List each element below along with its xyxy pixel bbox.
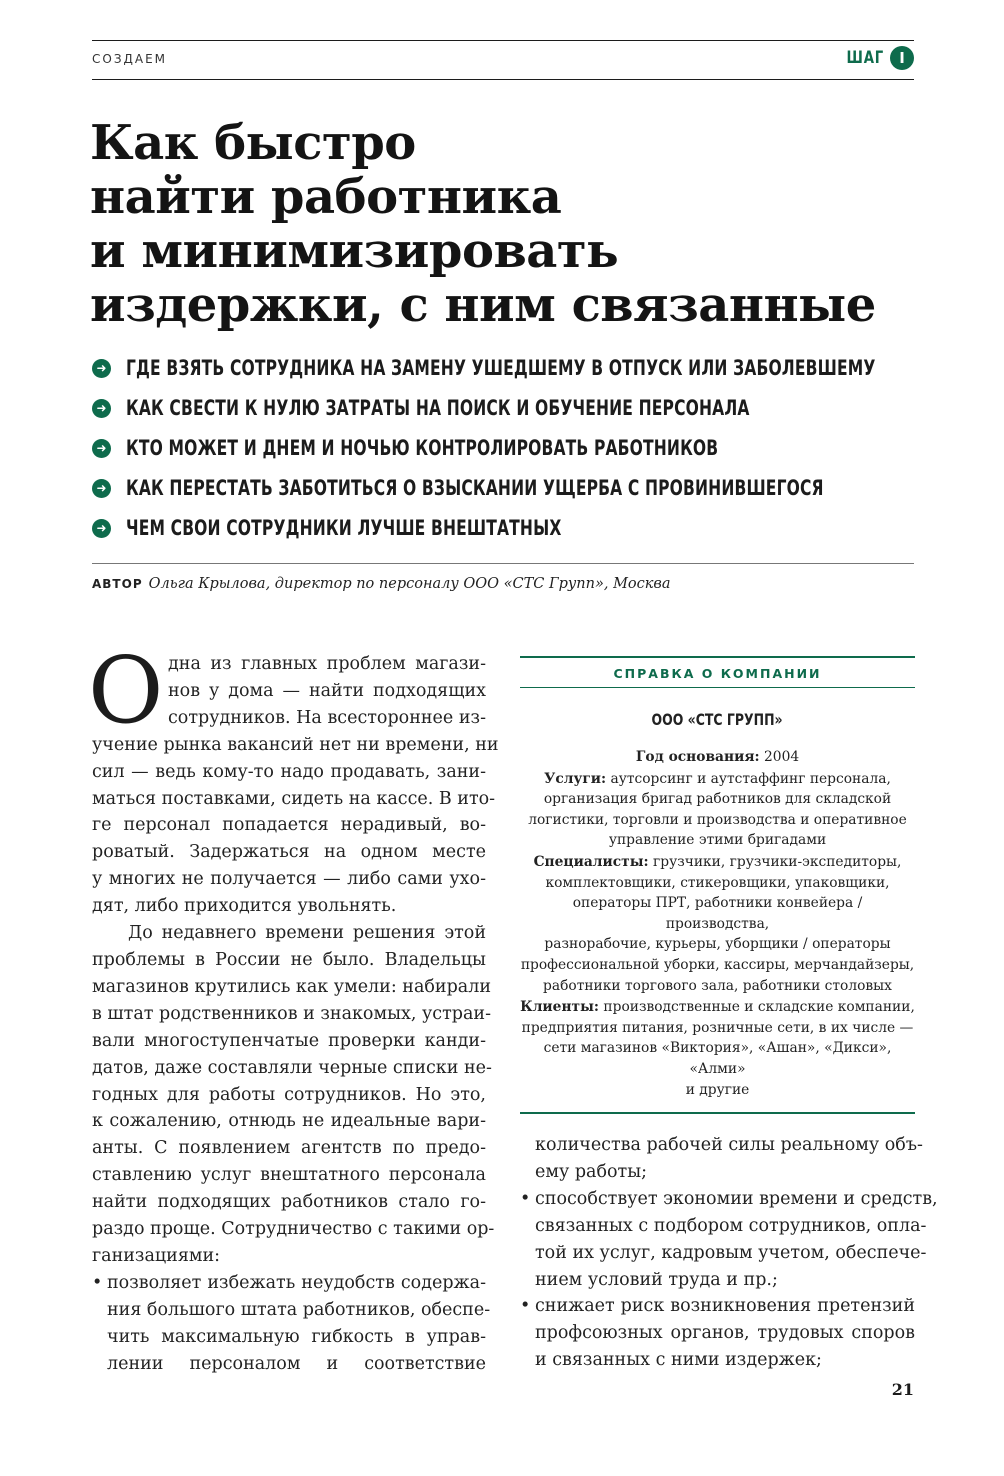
- text-line: ему работы;: [535, 1161, 648, 1182]
- key-point-text: ЧЕМ СВОИ СОТРУДНИКИ ЛУЧШЕ ВНЕШТАТНЫХ: [126, 516, 562, 540]
- clients-info: [520, 997, 915, 1100]
- text-line: ганизациями:: [92, 1245, 221, 1266]
- text-line: вали многоступенчатые проверки канди-: [92, 1030, 486, 1051]
- text-line: ставлению услуг внештатного персонала: [92, 1165, 486, 1186]
- text-line: нов у дома — найти подходящих: [168, 680, 486, 701]
- text-line: и связанных с ними издержек;: [535, 1350, 822, 1371]
- list-item: [520, 1186, 938, 1294]
- company-name: [520, 710, 915, 729]
- services-label: Услуги:: [544, 770, 607, 787]
- text-line: той их услуг, кадровым учетом, обеспече-: [535, 1242, 927, 1263]
- text-line: проблемы в России не было. Владельцы: [92, 949, 486, 970]
- services-info: [520, 769, 915, 851]
- header-rule: [92, 79, 914, 80]
- text-line: датов, даже составляли черные списки не-: [92, 1057, 492, 1078]
- text-line: связанных с подбором сотрудников, опла-: [535, 1215, 927, 1236]
- arrow-right-icon: ➜: [92, 399, 111, 418]
- info-line: комплектовщики, стикеровщики, упаковщики,: [545, 874, 890, 891]
- text-line: в штат родственников и знакомых, устраи-: [92, 1003, 491, 1024]
- info-line: логистики, торговли и производства и оперативное: [528, 811, 907, 828]
- text-line: анты. С появлением агентств по предо-: [92, 1138, 486, 1159]
- key-point-text: КТО МОЖЕТ И ДНЕМ И НОЧЬЮ КОНТРОЛИРОВАТЬ РАБОТНИКОВ: [126, 436, 719, 460]
- info-line: операторы ПРТ, работники конвейера / производства,: [572, 895, 863, 932]
- info-line: аутсорсинг и аутстаффинг персонала,: [610, 770, 891, 787]
- sidebar-bottom-rule: [520, 1112, 915, 1114]
- step-number-badge: I: [890, 46, 914, 70]
- sidebar-title-rule: [520, 687, 915, 688]
- company-name-text: ООО «СТС ГРУПП»: [651, 710, 784, 729]
- founded-label: Год основания:: [635, 749, 760, 765]
- text-line: профсоюзных органов, трудовых споров: [535, 1323, 915, 1344]
- second-paragraph: [92, 920, 495, 1270]
- text-line: ге персонал попадается нерадивый, во-: [92, 815, 486, 836]
- info-line: управление этими бригадами: [608, 832, 827, 849]
- specialists-info: [520, 852, 915, 996]
- info-line: грузчики, грузчики-экспедиторы,: [653, 853, 902, 870]
- text-line: учение рынка вакансий нет ни времени, ни: [92, 734, 499, 755]
- text-line: чить максимальную гибкость в управ-: [107, 1326, 486, 1347]
- founded-value: 2004: [764, 749, 800, 765]
- clients-label: Клиенты:: [520, 999, 600, 1016]
- article-column-left: [88, 637, 499, 1377]
- first-paragraph: [88, 637, 499, 920]
- author-label: АВТОР: [92, 577, 143, 591]
- text-line: До недавнего времени решения этой: [128, 923, 486, 944]
- text-line: количества рабочей силы реальному объ-: [535, 1135, 923, 1155]
- key-point: [92, 428, 1004, 468]
- key-point: [92, 468, 1004, 508]
- list-item-continuation: [520, 1132, 923, 1186]
- arrow-right-icon: ➜: [92, 519, 111, 538]
- headline-line: издержки, с ним связанные: [90, 277, 876, 333]
- text-line: раздо проще. Сотрудничество с такими ор-: [92, 1219, 495, 1240]
- info-line: профессиональной уборки, кассиры, мерчандайзеры,: [520, 956, 915, 973]
- section-label: СОЗДАЕМ: [92, 52, 168, 66]
- text-line: к сожалению, отнюдь не идеальные вари-: [92, 1111, 486, 1132]
- info-line: работники торгового зала, работники столовых: [543, 977, 892, 994]
- key-point-text: ГДЕ ВЗЯТЬ СОТРУДНИКА НА ЗАМЕНУ УШЕДШЕМУ В ОТПУСК ИЛИ ЗАБОЛЕВШЕМУ: [126, 356, 876, 380]
- arrow-right-icon: ➜: [92, 359, 111, 378]
- info-line: производственные и складские компании,: [603, 999, 915, 1016]
- info-line: сети магазинов «Виктория», «Ашан», «Дикси», «Алми»: [543, 1040, 892, 1077]
- company-info-box: [520, 656, 915, 1114]
- author-text: Ольга Крылова, директор по персоналу ООО «СТС Групп», Москва: [148, 576, 671, 592]
- text-line: у многих не получается — либо сами ухо-: [92, 869, 486, 890]
- key-point: [92, 388, 1004, 428]
- text-line: роватый. Задержаться на одном месте: [92, 842, 486, 863]
- text-line: • позволяет избежать неудобств содержа-: [107, 1272, 486, 1293]
- arrow-right-icon: ➜: [92, 479, 111, 498]
- arrow-right-icon: ➜: [92, 439, 111, 458]
- text-line: • снижает риск возникновения претензий: [535, 1296, 915, 1317]
- info-line: организация бригад работников для складской: [543, 791, 892, 808]
- key-point: [92, 348, 1004, 388]
- text-line: дят, либо приходится увольнять.: [92, 896, 397, 917]
- list-item: [92, 1270, 491, 1378]
- text-line: • способствует экономии времени и средств,: [535, 1188, 938, 1209]
- headline-line: Как быстро: [90, 115, 416, 171]
- text-line: найти подходящих работников стало го-: [92, 1192, 486, 1213]
- key-point-text: КАК ПЕРЕСТАТЬ ЗАБОТИТЬСЯ О ВЗЫСКАНИИ УЩЕРБА С ПРОВИНИВШЕГОСЯ: [126, 476, 824, 500]
- text-line: нием условий труда и пр.;: [535, 1269, 778, 1290]
- author-divider: [92, 563, 914, 564]
- specialists-label: Специалисты:: [533, 853, 649, 870]
- page-number: 21: [891, 1380, 914, 1399]
- headline-line: найти работника: [90, 169, 562, 225]
- author-byline: [92, 576, 671, 592]
- text-line: маться поставками, сидеть на кассе. В ито-: [92, 788, 496, 809]
- text-line: сил — ведь кому-то надо продавать, зани-: [92, 761, 486, 782]
- headline: [90, 116, 930, 332]
- text-line: сотрудников. На всестороннее из-: [168, 707, 486, 728]
- key-point-text: КАК СВЕСТИ К НУЛЮ ЗАТРАТЫ НА ПОИСК И ОБУЧЕНИЕ ПЕРСОНАЛА: [126, 396, 750, 420]
- text-line: лении персоналом и соответствие: [107, 1353, 486, 1374]
- text-line: магазинов крутились как умели: набирали: [92, 976, 492, 997]
- article-column-right: [520, 1132, 938, 1374]
- text-line: ния большого штата работников, обеспе-: [107, 1299, 491, 1320]
- text-line: дна из главных проблем магази-: [168, 654, 486, 674]
- info-line: и другие: [685, 1081, 750, 1098]
- top-rule: [92, 40, 914, 41]
- step-indicator: [836, 46, 914, 70]
- founded-info: [520, 747, 915, 768]
- step-label: ШАГ: [846, 48, 884, 68]
- key-points-list: [92, 348, 1004, 548]
- sidebar-title: СПРАВКА О КОМПАНИИ: [613, 666, 822, 681]
- text-line: годных для работы сотрудников. Но это,: [92, 1084, 486, 1105]
- drop-cap: О: [88, 637, 164, 744]
- info-line: разнорабочие, курьеры, уборщики / операторы: [544, 936, 891, 953]
- key-point: [92, 508, 1004, 548]
- headline-line: и минимизировать: [90, 223, 619, 279]
- info-line: предприятия питания, розничные сети, в их числе —: [521, 1019, 914, 1036]
- list-item: [520, 1293, 915, 1374]
